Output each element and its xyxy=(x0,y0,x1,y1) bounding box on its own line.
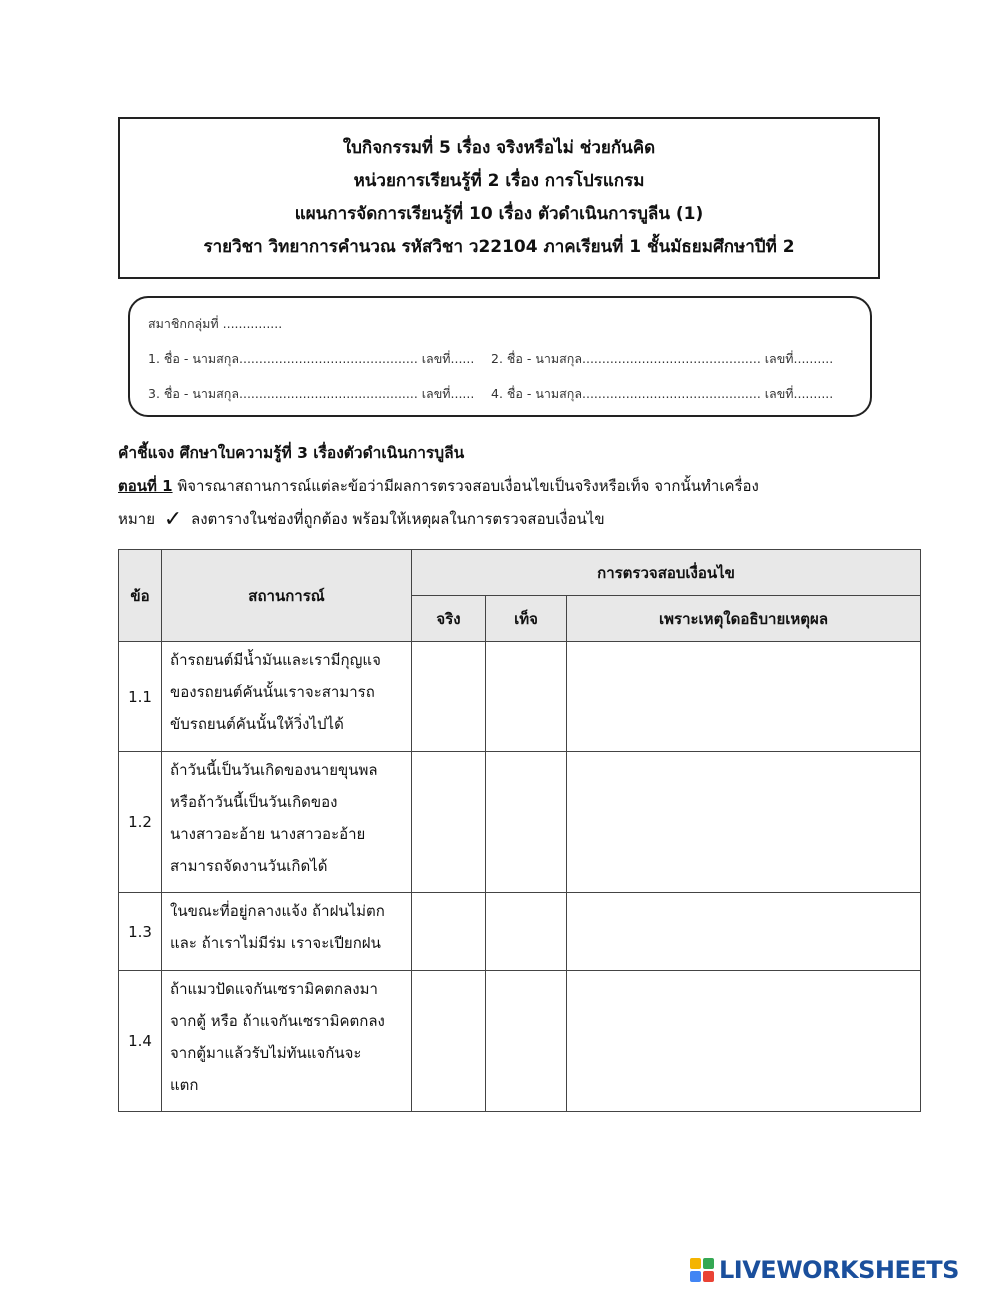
group-members-box xyxy=(128,296,872,417)
true-checkbox-cell[interactable] xyxy=(412,893,486,971)
table-row xyxy=(119,752,921,893)
reason-input-cell[interactable] xyxy=(567,893,921,971)
reason-input-cell[interactable] xyxy=(567,642,921,752)
part-text: พิจารณาสถานการณ์แต่ละข้อว่ามีผลการตรวจสอบเงื่อนไขเป็นจริงหรือเท็จ จากนั้นทำเครื่อง xyxy=(172,477,759,495)
logo-text: LIVEWORKSHEETS xyxy=(719,1256,959,1284)
table-row xyxy=(119,642,921,752)
instructions-line-2-post: ลงตารางในช่องที่ถูกต้อง พร้อมให้เหตุผลในการตรวจสอบเงื่อนไข xyxy=(191,510,605,528)
situation-line: แตก xyxy=(170,1076,199,1094)
header-reason: เพราะเหตุใดอธิบายเหตุผล xyxy=(567,596,921,642)
logo-square xyxy=(703,1258,714,1269)
true-checkbox-cell[interactable] xyxy=(412,971,486,1112)
row-number: 1.4 xyxy=(119,971,162,1112)
situation-cell xyxy=(162,971,412,1112)
false-checkbox-cell[interactable] xyxy=(486,971,567,1112)
true-checkbox-cell[interactable] xyxy=(412,642,486,752)
row-number: 1.3 xyxy=(119,893,162,971)
table-row xyxy=(119,971,921,1112)
situation-line: นางสาวอะอ้าย นางสาวอะอ้าย xyxy=(170,825,366,843)
row-number: 1.2 xyxy=(119,752,162,893)
false-checkbox-cell[interactable] xyxy=(486,642,567,752)
header-false: เท็จ xyxy=(486,596,567,642)
instructions-line-2-pre: หมาย xyxy=(118,510,155,528)
situation-line: ของรถยนต์คันนั้นเราจะสามารถ xyxy=(170,683,375,701)
false-checkbox-cell[interactable] xyxy=(486,893,567,971)
unit-title: หน่วยการเรียนรู้ที่ 2 เรื่อง การโปรแกรม xyxy=(353,171,645,191)
situation-line: ถ้ารถยนต์มีน้ำมันและเรามีกุญแจ xyxy=(170,651,381,669)
instructions-title: คำชี้แจง ศึกษาใบความรู้ที่ 3 เรื่องตัวดำเนินการบูลีน xyxy=(118,444,465,462)
logo-mark-icon xyxy=(690,1258,714,1282)
situation-line: จากตู้มาแล้วรับไม่ทันแจกันจะ xyxy=(170,1044,362,1062)
situation-line: ถ้าวันนี้เป็นวันเกิดของนายขุนพล xyxy=(170,761,378,779)
course-info: รายวิชา วิทยาการคำนวณ รหัสวิชา ว22104 ภาคเรียนที่ 1 ชั้นมัธยมศึกษาปีที่ 2 xyxy=(203,237,795,257)
title-box xyxy=(118,117,880,279)
liveworksheets-logo xyxy=(690,1254,959,1286)
row-number: 1.1 xyxy=(119,642,162,752)
header-true: จริง xyxy=(412,596,486,642)
table-row xyxy=(119,893,921,971)
situation-line: ถ้าแมวปัดแจกันเซรามิคตกลงมา xyxy=(170,980,378,998)
header-situation: สถานการณ์ xyxy=(162,550,412,642)
logo-square xyxy=(690,1271,701,1282)
member-row-1 xyxy=(148,347,870,382)
situation-line: จากตู้ หรือ ถ้าแจกันเซรามิคตกลง xyxy=(170,1012,385,1030)
instructions-line-2 xyxy=(118,507,605,532)
false-checkbox-cell[interactable] xyxy=(486,752,567,893)
situation-cell xyxy=(162,642,412,752)
part-label: ตอนที่ 1 xyxy=(118,477,173,495)
header-condition-check: การตรวจสอบเงื่อนไข xyxy=(412,550,921,596)
member-row-2 xyxy=(148,382,870,417)
reason-input-cell[interactable] xyxy=(567,971,921,1112)
logo-square xyxy=(703,1271,714,1282)
worksheet-title: ใบกิจกรรมที่ 5 เรื่อง จริงหรือไม่ ช่วยกันคิด xyxy=(342,138,656,158)
situation-line: ในขณะที่อยู่กลางแจ้ง ถ้าฝนไม่ตก xyxy=(170,902,385,920)
member-2: 2. ชื่อ - นามสกุล............................................. เลขที่.......... xyxy=(491,351,834,366)
group-number: สมาชิกกลุ่มที่ ............... xyxy=(148,316,283,331)
member-4: 4. ชื่อ - นามสกุล............................................. เลขที่.......... xyxy=(491,386,834,401)
true-checkbox-cell[interactable] xyxy=(412,752,486,893)
situation-line: ขับรถยนต์คันนั้นให้วิ่งไปได้ xyxy=(170,715,344,733)
answer-table xyxy=(118,549,921,1112)
checkmark-icon: ✓ xyxy=(163,507,183,532)
situation-line: สามารถจัดงานวันเกิดได้ xyxy=(170,857,328,875)
situation-cell xyxy=(162,752,412,893)
instructions-line-1 xyxy=(118,474,759,498)
header-no: ข้อ xyxy=(119,550,162,642)
situation-cell xyxy=(162,893,412,971)
member-3: 3. ชื่อ - นามสกุล............................................. เลขที่...... xyxy=(148,386,475,401)
reason-input-cell[interactable] xyxy=(567,752,921,893)
situation-line: หรือถ้าวันนี้เป็นวันเกิดของ xyxy=(170,793,338,811)
member-1: 1. ชื่อ - นามสกุล............................................. เลขที่...... xyxy=(148,351,475,366)
plan-title: แผนการจัดการเรียนรู้ที่ 10 เรื่อง ตัวดำเนินการบูลีน (1) xyxy=(294,204,704,224)
situation-line: และ ถ้าเราไม่มีร่ม เราจะเปียกฝน xyxy=(170,934,381,952)
logo-square xyxy=(690,1258,701,1269)
